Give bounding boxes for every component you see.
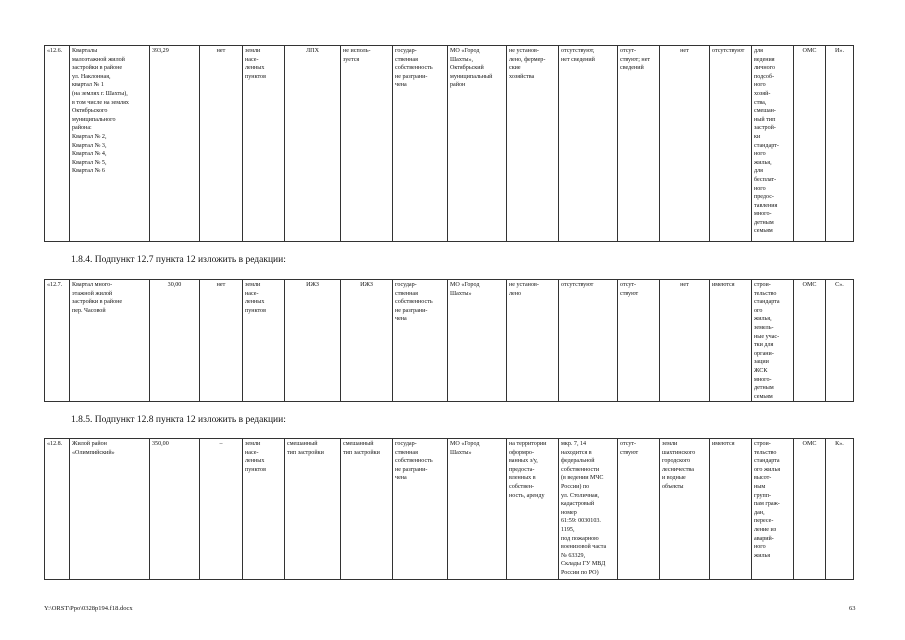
cell-purpose: для ведения личного подсоб- ного хозяй- ства, смешан- ный тип застрой- ки стандарт- ного жилья, для бесплат- ного предос- тавления много- детным семьям xyxy=(752,46,794,242)
cell-col14: имеются xyxy=(710,439,752,580)
cell-col17: И». xyxy=(826,46,854,242)
cell-col11: мкр. 7, 14 находится в федеральной собственности (в ведении МЧС России) по ул. Столичная, кадастровый номер 61:59: 0030103. 1195, под пожарною военизовой часта № 63329, Склады ГУ МВД России по РО) xyxy=(559,439,618,580)
cell-name: Кварталы малоэтажной жилой застройки в районе ул. Наклонная, квартал № 1 (на землях г. Шахты), в том числе на землях Октябрьского муниципального района: Квартал № 2, Квартал № 3, Квартал № 4, Квартал № 5, Квартал № 6 xyxy=(70,46,150,242)
cell-municipality: МО «Город Шахты» xyxy=(448,280,507,402)
cell-municipality: МО «Город Шахты», Октябрьский муниципальный район xyxy=(448,46,507,242)
cell-area: 30,00 xyxy=(150,280,200,402)
cell-col10: не установ- лено, фермер- ские хозяйства xyxy=(507,46,559,242)
cell-col7: не исполь- зуется xyxy=(341,46,393,242)
cell-col17: К». xyxy=(826,439,854,580)
cell-col16: ОМС xyxy=(794,280,826,402)
cell-col10: не установ- лено xyxy=(507,280,559,402)
table-row xyxy=(45,46,854,242)
cell-col10: на территории оформро- ванных з/у, предоста- вленных в собствен- ность, аренду xyxy=(507,439,559,580)
cell-area: 393,29 xyxy=(150,46,200,242)
cell-ownership: государ- ственная собственность не разграни- чена xyxy=(393,46,448,242)
cell-name: Жилой район «Олимпийский» xyxy=(70,439,150,580)
cell-col14: отсутствуют xyxy=(710,46,752,242)
cell-ownership: государ- ственная собственность не разграни- чена xyxy=(393,439,448,580)
cell-col7: смешанный тип застройки xyxy=(341,439,393,580)
cell-col12: отсут- ствуют xyxy=(618,280,660,402)
cell-municipality: МО «Город Шахты» xyxy=(448,439,507,580)
footer-file-path: Y:\ORST\Ppo\0328p194.f18.docx xyxy=(44,605,133,612)
cell-ownership: государ- ственная собственность не разграни- чена xyxy=(393,280,448,402)
cell-col12: отсут- ствуют; нет сведений xyxy=(618,46,660,242)
cell-col4: нет xyxy=(200,280,243,402)
cell-number: «12.7. xyxy=(45,280,70,402)
table-row xyxy=(45,280,854,402)
cell-col13: нет xyxy=(660,46,710,242)
cell-col4: нет xyxy=(200,46,243,242)
cell-col17: С». xyxy=(826,280,854,402)
cell-col6: смешанный тип застройки xyxy=(285,439,341,580)
cell-col13: земли шахтинского городского лесничества и водные объекты xyxy=(660,439,710,580)
page-number: 63 xyxy=(849,605,856,612)
cell-col7: ИЖЗ xyxy=(341,280,393,402)
cell-col12: отсут- ствуют xyxy=(618,439,660,580)
cell-col13: нет xyxy=(660,280,710,402)
cell-purpose: строи- тельство стандарта ого жилья, земель- ные учас- тки для органи- зации ЖСК много- детным семьям xyxy=(752,280,794,402)
section-heading: 1.8.5. Подпункт 12.8 пункта 12 изложить в редакции: xyxy=(71,415,286,425)
table-row xyxy=(45,439,854,580)
cell-col16: ОМС xyxy=(794,439,826,580)
cell-name: Квартал много- этажной жилой застройки в районе пер. Часовой xyxy=(70,280,150,402)
section-heading: 1.8.4. Подпункт 12.7 пункта 12 изложить в редакции: xyxy=(71,255,286,265)
table-12-8 xyxy=(44,438,854,580)
cell-col16: ОМС xyxy=(794,46,826,242)
cell-category: земли насе- ленных пунктов xyxy=(243,439,285,580)
cell-category: земли насе- ленных пунктов xyxy=(243,280,285,402)
cell-number: «12.8. xyxy=(45,439,70,580)
cell-col6: ИЖЗ xyxy=(285,280,341,402)
cell-col11: отсутствуют, нет сведений xyxy=(559,46,618,242)
cell-col14: имеются xyxy=(710,280,752,402)
cell-number: «12.6. xyxy=(45,46,70,242)
cell-area: 350,00 xyxy=(150,439,200,580)
table-12-6 xyxy=(44,45,854,242)
cell-col6: ЛПХ xyxy=(285,46,341,242)
cell-purpose: строи- тельство стандарта ого жилья высот- ным групп- пам граж- дан, пересе- ление из аварий- ного жилья xyxy=(752,439,794,580)
table-12-7 xyxy=(44,279,854,402)
cell-col11: отсутствуют xyxy=(559,280,618,402)
cell-category: земли насе- ленных пунктов xyxy=(243,46,285,242)
cell-col4: – xyxy=(200,439,243,580)
